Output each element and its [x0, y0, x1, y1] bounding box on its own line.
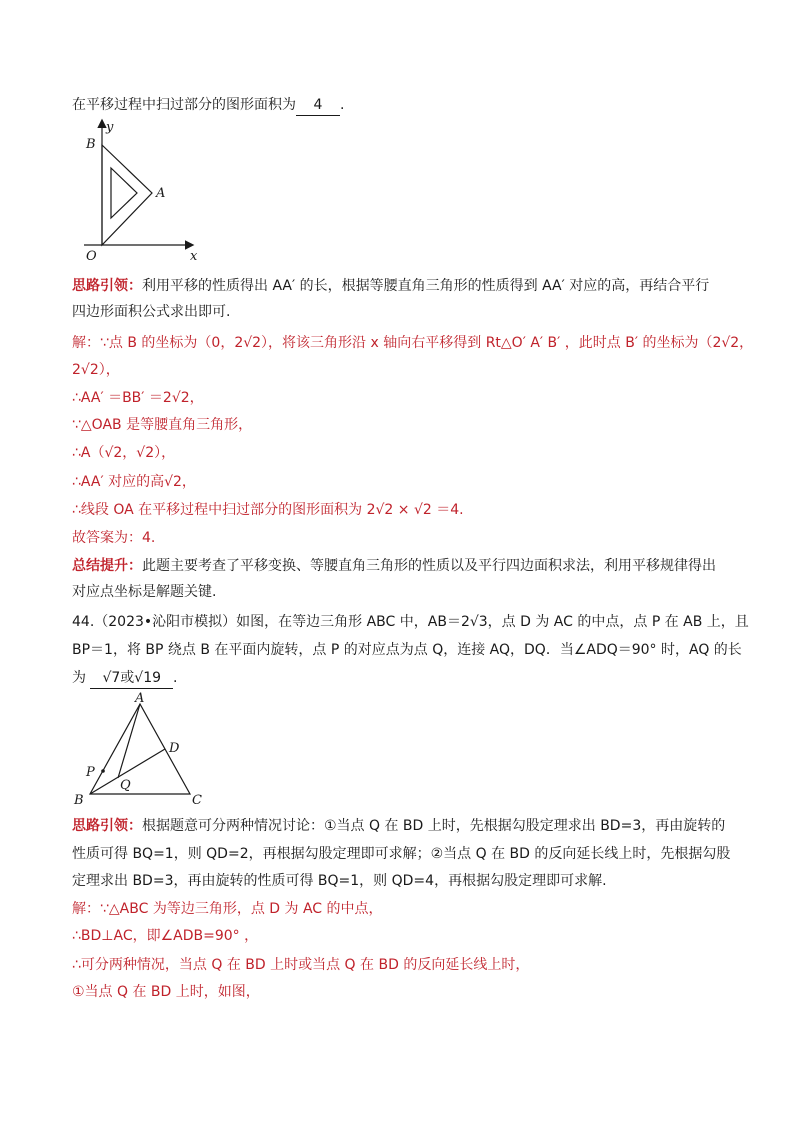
hint-label: 思路引领： [72, 818, 142, 834]
hint-1-line-1: 思路引领：利用平移的性质得出 AA′ 的长，根据等腰直角三角形的性质得到 AA′ 对应的高，再结合平行 [72, 278, 710, 294]
solution-2-line-3: ∴可分两种情况，当点 Q 在 BD 上时或当点 Q 在 BD 的反向延长线上时， [72, 957, 530, 973]
solution-1-line-5: ∴A（√2，√2）， [72, 445, 176, 461]
point-b-label: B [86, 137, 96, 152]
vertex-c-label: C [192, 793, 202, 808]
vertex-b-label: B [74, 793, 84, 808]
point-a-label: A [156, 186, 166, 201]
hint-1-line-2: 四边形面积公式求出即可. [72, 304, 231, 320]
summary-1-line-1: 总结提升：此题主要考查了平移变换、等腰直角三角形的性质以及平行四边面积求法，利用平移规律得出 [72, 558, 716, 574]
point-d-label: D [169, 741, 180, 756]
hint-2-line-3: 定理求出 BD=3，再由旋转的性质可得 BQ=1，则 QD=4，再根据勾股定理即可求解. [72, 873, 607, 889]
figure-equilateral-triangle [66, 692, 216, 810]
question-44-line-3: 为 √7或√19 . [72, 668, 177, 689]
summary-1-line-2: 对应点坐标是解题关键. [72, 584, 217, 600]
x-axis-label: x [190, 249, 198, 264]
segment-aq [118, 704, 140, 778]
solution-1-line-6: ∴AA′ 对应的高√2， [72, 474, 196, 490]
solution-1-line-4: ∵△OAB 是等腰直角三角形， [72, 417, 253, 433]
answer-blank: 4 [296, 95, 340, 116]
solution-1-line-3: ∴AA′ ＝BB′ ＝2√2， [72, 390, 204, 406]
point-p [101, 769, 105, 773]
hint-2-line-2: 性质可得 BQ=1，则 QD=2，再根据勾股定理即可求解；②当点 Q 在 BD 的反向延长线上时，先根据勾股 [72, 846, 731, 862]
solution-2-line-2: ∴BD⊥AC，即∠ADB=90° ， [72, 928, 259, 944]
solution-2-line-1: 解：∵△ABC 为等边三角形，点 D 为 AC 的中点， [72, 901, 383, 917]
solution-1-line-7: ∴线段 OA 在平移过程中扫过部分的图形面积为 2√2 × √2 ＝4. [72, 502, 464, 518]
solution-1-line-2: 2√2）， [72, 362, 120, 378]
problem-answer-line [72, 95, 344, 116]
question-44-line-1: 44.（2023•沁阳市模拟）如图，在等边三角形 ABC 中，AB＝2√3，点 D 为 AC 的中点，点 P 在 AB 上，且 [72, 614, 749, 630]
y-axis-label: y [106, 120, 114, 135]
answer-prompt: 在平移过程中扫过部分的图形面积为 [72, 97, 296, 113]
vertex-a-label: A [135, 692, 145, 706]
solution-1-line-1: 解：∵点 B 的坐标为（0，2√2），将该三角形沿 x 轴向右平移得到 Rt△O′ A′ B′ ，此时点 B′ 的坐标为（2√2， [72, 335, 754, 351]
point-q-label: Q [120, 778, 131, 793]
summary-label: 总结提升： [72, 558, 142, 574]
hint-label: 思路引领： [72, 278, 142, 294]
hint-2-line-1: 思路引领：根据题意可分两种情况讨论：①当点 Q 在 BD 上时，先根据勾股定理求出 BD=3，再由旋转的 [72, 818, 726, 834]
outer-triangle [102, 145, 152, 245]
origin-label: O [86, 249, 97, 264]
answer-blank-44: √7或√19 [90, 668, 173, 689]
question-44-line-2: BP＝1，将 BP 绕点 B 在平面内旋转，点 P 的对应点为点 Q，连接 AQ，DQ．当∠ADQ＝90° 时，AQ 的长 [72, 642, 742, 658]
answer-end: . [340, 97, 345, 113]
point-p-label: P [86, 765, 95, 780]
solution-2-line-4: ①当点 Q 在 BD 上时，如图， [72, 984, 260, 1000]
figure-coordinate-triangle [70, 115, 210, 265]
solution-1-line-8: 故答案为：4. [72, 530, 156, 546]
